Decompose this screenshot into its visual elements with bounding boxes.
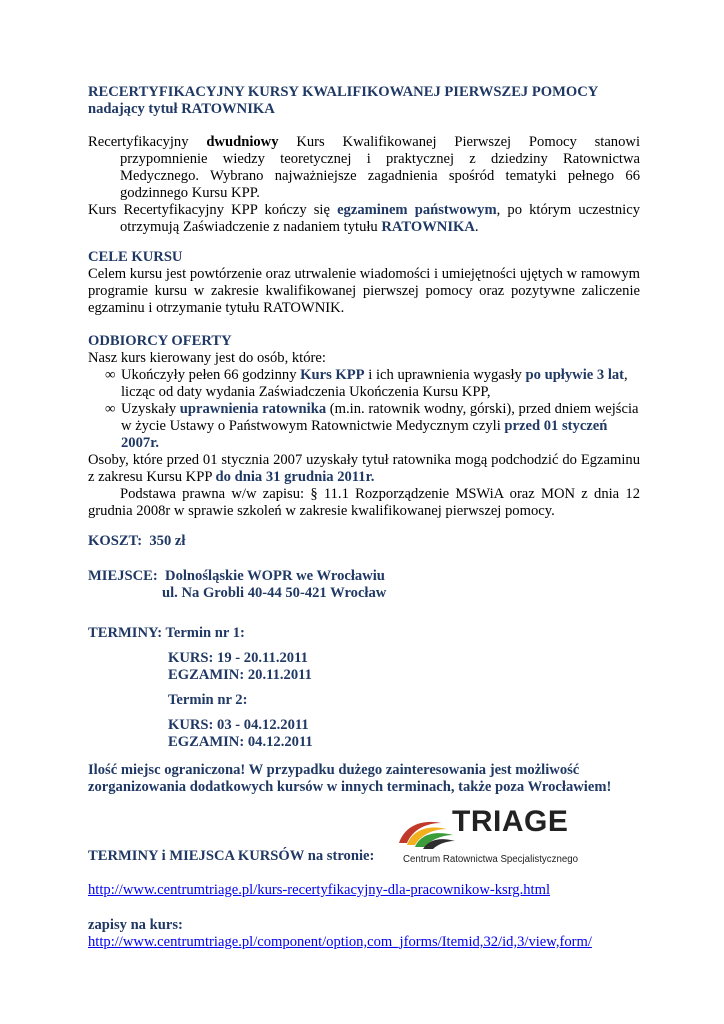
intro-section bbox=[88, 134, 640, 236]
terms-label: TERMINY: bbox=[88, 625, 163, 641]
cost-label: KOSZT: bbox=[88, 533, 143, 549]
list-emphasis: uprawnienia ratownika bbox=[179, 401, 327, 417]
intro-text: Kurs Recertyfikacyjny KPP kończy się bbox=[88, 202, 338, 218]
intro-text: Kurs Kwalifikowanej Pierwszej Pomocy stanowi przypomnienie wiedzy teoretycznej i praktycznej z dziedziny Ratownictwa Medycznego. Wybrano najważniejsze zagadnienia spośród tematyki pełnego 66 godzinnego Kursu KPP. bbox=[120, 134, 640, 201]
course-link-row bbox=[88, 882, 640, 899]
place-line-1 bbox=[88, 568, 640, 585]
list-text: (m.in. ratownik wodny, górski), przed dniem wejścia w życie Ustawy o Państwowym Ratownictwie Medycznym czyli bbox=[121, 401, 639, 434]
intro-text: Recertyfikacyjny bbox=[88, 134, 207, 150]
audience-heading: ODBIORCY OFERTY bbox=[88, 333, 232, 349]
term-2-course: KURS: 03 - 04.12.2011 bbox=[168, 717, 309, 733]
note-text: Osoby, które przed 01 stycznia 2007 uzyskały tytuł ratownika mogą podchodzić do Egzaminu z zakresu Kursu KPP bbox=[88, 452, 640, 485]
intro-emphasis: dwudniowy bbox=[206, 134, 279, 150]
signup-label: zapisy na kurs: bbox=[88, 917, 183, 933]
intro-emphasis: RATOWNIKA bbox=[381, 219, 475, 235]
term-1-label: Termin nr 1: bbox=[165, 625, 245, 641]
intro-text: . bbox=[474, 219, 479, 235]
terms-block bbox=[88, 625, 640, 751]
place-address: ul. Na Grobli 40-44 50-421 Wrocław bbox=[162, 585, 387, 601]
goals-text: Celem kursu jest powtórzenie oraz utrwalenie wiadomości i umiejętności ujętych w ramowym programie kursu w zakresie kwalifikowanej pierwszej pomocy oraz pozytywne zaliczenie egzaminu i otrzymanie tytułu RATOWNIK. bbox=[88, 266, 640, 316]
bullet-icon: ∞ bbox=[105, 367, 116, 383]
signup-form-link[interactable]: http://www.centrumtriage.pl/component/option,com_jforms/Itemid,32/id,3/view,form/ bbox=[88, 934, 592, 950]
signup-link-row bbox=[88, 934, 640, 951]
goals-heading: CELE KURSU bbox=[88, 249, 183, 265]
list-text: Uzyskały bbox=[121, 401, 180, 417]
bullet-icon: ∞ bbox=[105, 401, 116, 417]
intro-paragraph-1 bbox=[88, 134, 640, 202]
list-text: , licząc od daty wydania Zaświadczenia Ukończenia Kursu KPP, bbox=[121, 367, 628, 400]
list-text: Ukończyły pełen 66 godzinny bbox=[121, 367, 301, 383]
document-title-block bbox=[88, 84, 640, 118]
intro-paragraph-2 bbox=[88, 202, 640, 236]
place-label: MIEJSCE: bbox=[88, 568, 158, 584]
list-item bbox=[88, 401, 640, 452]
limited-places-notice: Ilość miejsc ograniczona! W przypadku dużego zainteresowania jest możliwość zorganizowania dodatkowych kursów w innych terminach, także poza Wrocławiem! bbox=[88, 762, 612, 795]
triage-mark-icon bbox=[397, 815, 457, 849]
audience-note bbox=[88, 452, 640, 486]
document-title: RECERTYFIKACYJNY KURSY KWALIFIKOWANEJ PIERWSZEJ POMOCY bbox=[88, 84, 599, 100]
term-2-exam: EGZAMIN: 04.12.2011 bbox=[168, 734, 313, 750]
cost-value: 350 zł bbox=[149, 533, 186, 549]
terms-link-label: TERMINY i MIEJSCA KURSÓW na stronie: bbox=[88, 848, 375, 864]
audience-intro: Nasz kurs kierowany jest do osób, które: bbox=[88, 350, 326, 366]
terms-line-1 bbox=[88, 625, 640, 642]
list-text: i ich uprawnienia wygasły bbox=[364, 367, 526, 383]
list-emphasis: przed 01 styczeń 2007r. bbox=[121, 418, 608, 451]
goals-section bbox=[88, 249, 640, 317]
intro-text: , po którym uczestnicy otrzymują Zaświadczenie z nadaniem tytułu bbox=[120, 202, 640, 235]
list-emphasis: po upływie 3 lat bbox=[525, 367, 625, 383]
list-emphasis: Kurs KPP bbox=[300, 367, 365, 383]
place-block bbox=[88, 568, 640, 602]
place-name: Dolnośląskie WOPR we Wrocławiu bbox=[165, 568, 385, 584]
logo-tagline: Centrum Ratownictwa Specjalistycznego bbox=[403, 854, 578, 865]
document-subtitle: nadający tytuł RATOWNIKA bbox=[88, 101, 275, 117]
audience-section bbox=[88, 333, 640, 520]
intro-emphasis: egzaminem państwowym bbox=[337, 202, 497, 218]
logo-name: TRIAGE bbox=[452, 805, 569, 838]
term-2-label: Termin nr 2: bbox=[168, 692, 248, 708]
term-1-exam: EGZAMIN: 20.11.2011 bbox=[168, 667, 312, 683]
list-item bbox=[88, 367, 640, 401]
note-emphasis: do dnia 31 grudnia 2011r. bbox=[215, 469, 375, 485]
term-1-course: KURS: 19 - 20.11.2011 bbox=[168, 650, 308, 666]
course-info-link[interactable]: http://www.centrumtriage.pl/kurs-recertyfikacyjny-dla-pracownikow-ksrg.html bbox=[88, 882, 550, 898]
legal-basis: Podstawa prawna w/w zapisu: § 11.1 Rozporządzenie MSWiA oraz MON z dnia 12 grudnia 2008r w sprawie szkoleń w zakresie kwalifikowanej pierwszej pomocy. bbox=[88, 486, 640, 519]
cost-line bbox=[88, 533, 640, 550]
